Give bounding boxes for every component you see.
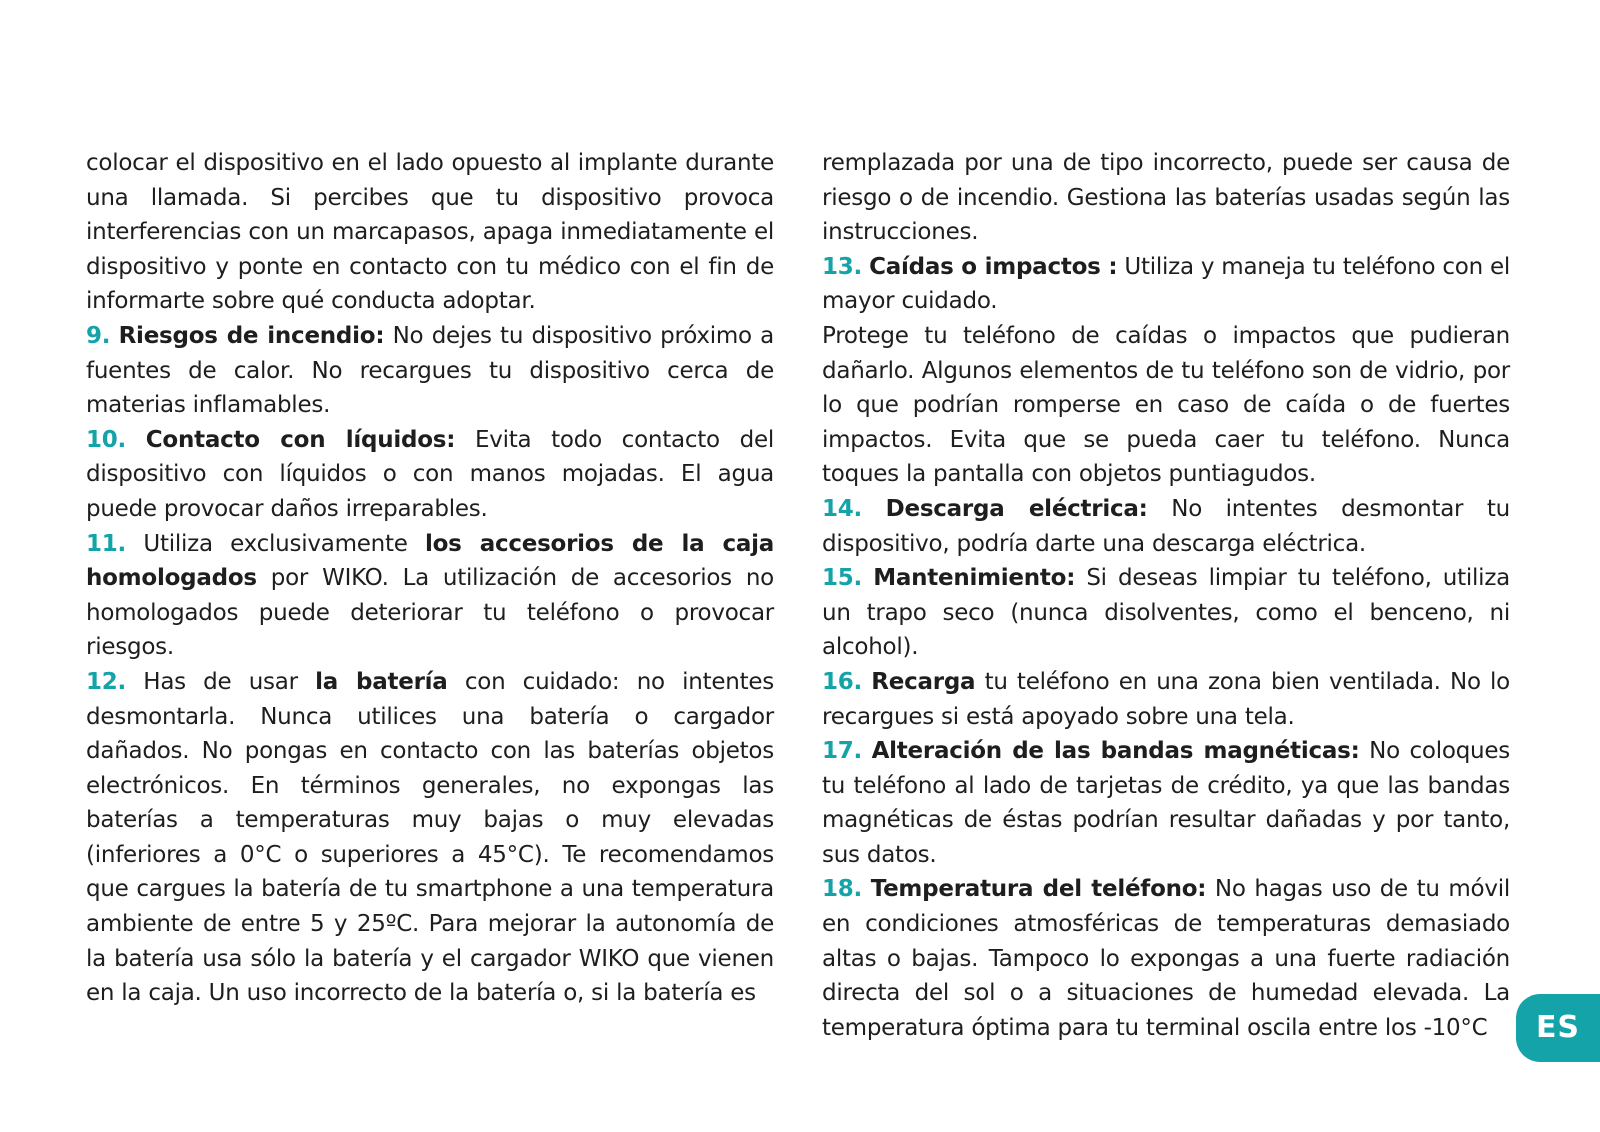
item-text: Utiliza exclusivamente [126, 530, 425, 557]
item-text: No intentes desmontar tu dispositivo, podría darte una descarga eléctrica. [822, 495, 1510, 557]
item-14 [822, 492, 1510, 561]
paragraph-intro: colocar el dispositivo en el lado opuesto al implante durante una llamada. Si percibes que tu dispositivo provoca interferencias con un marcapasos, apaga inmediatamente el dispositivo y ponte en contacto con tu médico con el fin de informarte sobre qué conducta adoptar. [86, 150, 774, 315]
item-number: 12. [86, 668, 126, 695]
item-bold-text: los accesorios de la caja homologados [86, 530, 774, 592]
language-tab: ES [1516, 994, 1600, 1062]
item-number: 15. [822, 565, 862, 592]
item-text: Evita todo contacto del dispositivo con líquidos o con manos mojadas. El agua puede provocar daños irreparables. [86, 426, 774, 522]
item-18 [822, 872, 1510, 1045]
item-number: 10. [86, 426, 126, 453]
item-16 [822, 665, 1510, 734]
left-column [86, 146, 774, 1011]
paragraph-continued: remplazada por una de tipo incorrecto, puede ser causa de riesgo o de incendio. Gestiona las baterías usadas según las instrucciones. [822, 150, 1510, 246]
item-13-detail: Protege tu teléfono de caídas o impactos que pudieran dañarlo. Algunos elementos de tu teléfono son de vidrio, por lo que podrían romperse en caso de caída o de fuertes impactos. Evita que se pueda caer tu teléfono. Nunca toques la pantalla con objetos puntiagudos. [822, 322, 1510, 488]
item-title: Contacto con líquidos: [145, 426, 456, 453]
item-11 [86, 527, 774, 665]
item-17 [822, 734, 1510, 872]
item-text: tu teléfono en una zona bien ventilada. No lo recargues si está apoyado sobre una tela. [822, 668, 1511, 730]
item-text: con cuidado: no intentes desmontarla. Nunca utilices una batería o cargador dañados. No pongas en contacto con las baterías objetos electrónicos. En términos generales, no expongas las baterías a temperaturas muy bajas o muy elevadas (inferiores a 0°C o superiores a 45°C). Te recomendamos que cargues la batería de tu smartphone a una temperatura ambiente de entre 5 y 25ºC. Para mejorar la autonomía de la batería usa sólo la batería y el cargador WIKO que vienen en la caja. Un uso incorrecto de la batería o, si la batería es [86, 668, 774, 1007]
item-text: Utiliza y maneja tu teléfono con el mayor cuidado. [822, 253, 1511, 315]
item-title: Alteración de las bandas magnéticas: [871, 738, 1360, 765]
item-title: Riesgos de incendio: [118, 322, 385, 349]
right-column [822, 146, 1510, 1045]
item-text: No dejes tu dispositivo próximo a fuentes de calor. No recargues tu dispositivo cerca de materias inflamables. [86, 322, 774, 419]
item-number: 17. [822, 738, 862, 765]
item-title: Mantenimiento: [873, 565, 1076, 592]
item-title: Descarga eléctrica: [885, 495, 1148, 522]
item-number: 11. [86, 530, 126, 557]
item-text: No hagas uso de tu móvil en condiciones atmosféricas de temperaturas demasiado altas o bajas. Tampoco lo expongas a una fuerte radiación directa del sol o a situaciones de humedad elevada. La temperatura óptima para tu terminal oscila entre los -10°C [822, 876, 1511, 1041]
item-title: Recarga [871, 668, 976, 695]
item-number: 14. [822, 495, 862, 522]
item-number: 16. [822, 668, 862, 695]
item-text: por WIKO. La utilización de accesorios no homologados puede deteriorar tu teléfono o provocar riesgos. [86, 565, 774, 661]
item-10 [86, 423, 774, 527]
item-number: 18. [822, 876, 862, 903]
item-bold-text: la batería [315, 668, 448, 695]
item-number: 9. [86, 322, 111, 349]
item-number: 13. [822, 253, 862, 280]
item-9 [86, 319, 774, 423]
item-13 [822, 250, 1510, 319]
item-12 [86, 665, 774, 1011]
item-title: Temperatura del teléfono: [870, 876, 1207, 903]
item-text: Si deseas limpiar tu teléfono, utiliza un trapo seco (nunca disolventes, como el benceno, ni alcohol). [822, 565, 1510, 661]
item-text: No coloques tu teléfono al lado de tarjetas de crédito, ya que las bandas magnéticas de éstas podrían resultar dañadas y por tanto, sus datos. [822, 738, 1511, 868]
item-text: Has de usar [126, 668, 316, 695]
item-title: Caídas o impactos : [869, 253, 1118, 280]
item-15 [822, 561, 1510, 665]
